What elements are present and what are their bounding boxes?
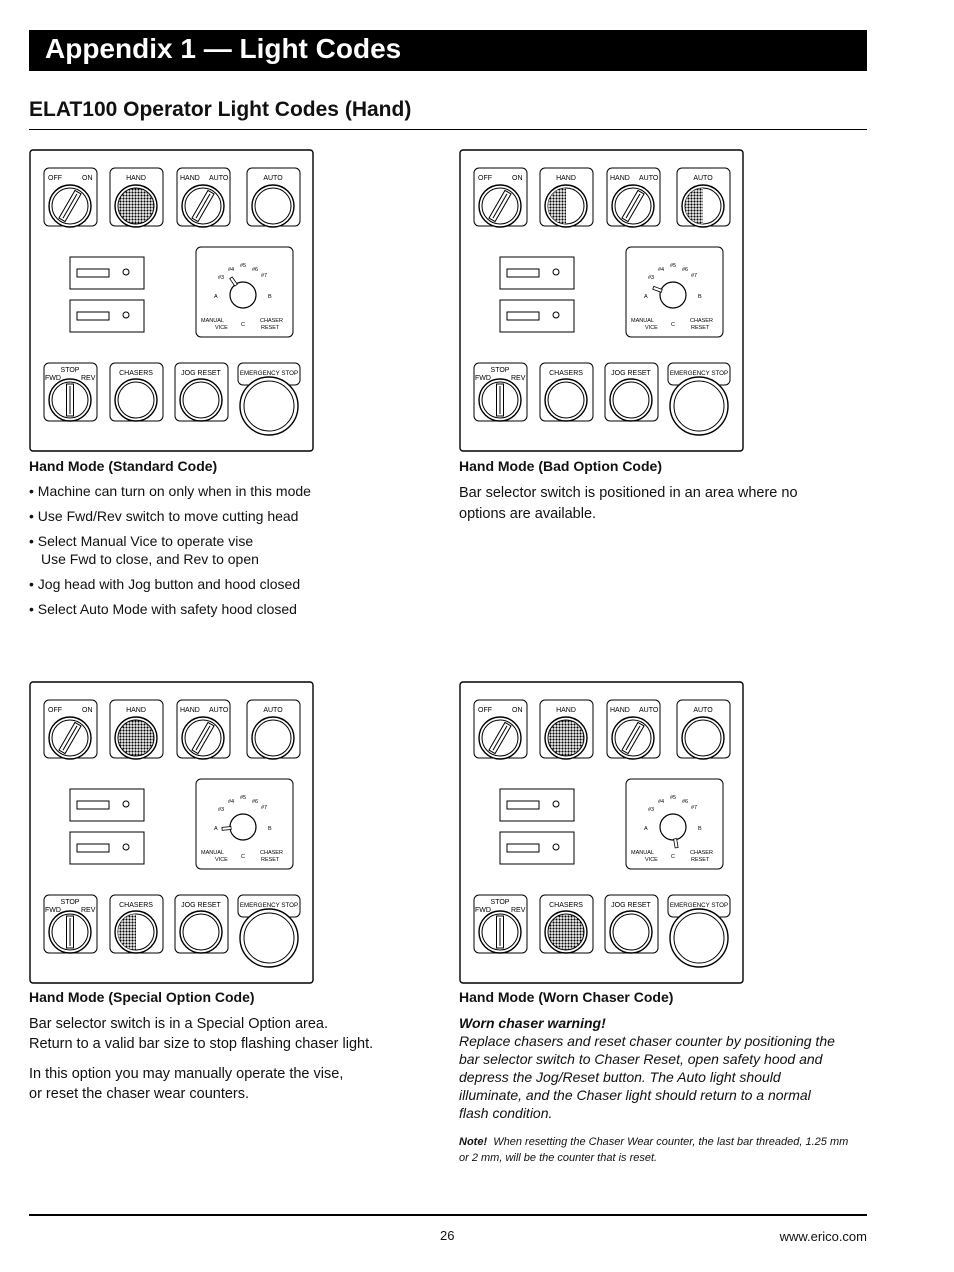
- dial-vice-label: VICE: [215, 857, 228, 863]
- emergency-stop-label: EMERGENCY STOP: [239, 902, 299, 909]
- dial-p5-label: #5: [670, 795, 677, 801]
- hand-auto-hand-label: HAND: [610, 707, 630, 714]
- panel-drawing: [29, 681, 315, 985]
- dial-p6-label: #6: [682, 267, 689, 273]
- page-title: Appendix 1 — Light Codes: [45, 33, 402, 64]
- bar-selector-dial: [660, 282, 686, 308]
- footer-divider: [29, 1214, 867, 1216]
- emergency-stop-label: EMERGENCY STOP: [239, 370, 299, 377]
- caption-line: In this option you may manually operate the vise,: [29, 1066, 344, 1082]
- emergency-stop-label: EMERGENCY STOP: [669, 902, 729, 909]
- dial-p4-label: #4: [658, 267, 665, 273]
- dial-p6-label: #6: [252, 799, 259, 805]
- chasers-label: CHASERS: [119, 370, 153, 377]
- dial-chaser-label: CHASER: [260, 850, 283, 856]
- warning-title: Worn chaser warning!: [459, 1015, 606, 1031]
- stop-label: STOP: [60, 899, 80, 906]
- chasers-label: CHASERS: [549, 902, 583, 909]
- auto-label: AUTO: [693, 175, 713, 182]
- display-2-window: [77, 312, 109, 320]
- hand-label: HAND: [556, 707, 576, 714]
- bar-selector-dial: [660, 814, 686, 840]
- jog-reset-button: [613, 914, 649, 950]
- jog-reset-label: JOG RESET: [611, 902, 651, 909]
- auto-light: [255, 188, 291, 224]
- dial-reset-label: RESET: [691, 857, 710, 863]
- rev-label: REV: [511, 907, 526, 914]
- jog-reset-button: [183, 914, 219, 950]
- off-label: OFF: [478, 175, 492, 182]
- caption-title: Hand Mode (Bad Option Code): [459, 458, 662, 474]
- hand-light: [548, 720, 584, 756]
- hand-light: [118, 188, 154, 224]
- list-item: • Machine can turn on only when in this mode: [29, 483, 311, 499]
- bullet-list: [29, 482, 439, 618]
- dial-a-label: A: [644, 826, 648, 832]
- auto-label: AUTO: [263, 175, 283, 182]
- page-number: 26: [440, 1228, 455, 1243]
- rev-label: REV: [81, 375, 96, 382]
- dial-vice-label: VICE: [645, 325, 658, 331]
- direction-switch-lever: [497, 916, 504, 948]
- dial-vice-label: VICE: [645, 857, 658, 863]
- dial-p3-label: #3: [218, 807, 225, 813]
- dial-c-label: C: [671, 322, 675, 328]
- dial-c-label: C: [241, 854, 245, 860]
- chasers-light: [548, 382, 584, 418]
- dial-manual-label: MANUAL: [631, 850, 654, 856]
- note-text: When resetting the Chaser Wear counter, the last bar threaded, 1.25 mm or 2 mm, will be the counter that is reset.: [459, 1136, 849, 1164]
- hand-label: HAND: [126, 707, 146, 714]
- emergency-stop-button: [674, 381, 724, 431]
- bar-selector-pointer: [222, 827, 231, 831]
- jog-reset-button: [183, 382, 219, 418]
- caption-line: Return to a valid bar size to stop flashing chaser light.: [29, 1036, 374, 1052]
- jog-reset-label: JOG RESET: [611, 370, 651, 377]
- dial-chaser-label: CHASER: [260, 318, 283, 324]
- list-item: • Select Auto Mode with safety hood closed: [29, 601, 297, 617]
- direction-switch-lever: [67, 384, 74, 416]
- note: [459, 1134, 854, 1166]
- section-divider: [29, 129, 867, 130]
- display-2-led: [553, 312, 559, 318]
- display-1-led: [553, 801, 559, 807]
- display-1-led: [553, 269, 559, 275]
- dial-p6-label: #6: [682, 799, 689, 805]
- hand-light: [118, 720, 154, 756]
- display-1-window: [77, 801, 109, 809]
- display-2-led: [123, 844, 129, 850]
- stop-label: STOP: [490, 367, 510, 374]
- operator-panel-special-option: [29, 681, 313, 983]
- hand-auto-hand-label: HAND: [180, 175, 200, 182]
- rev-label: REV: [511, 375, 526, 382]
- direction-switch-lever: [67, 916, 74, 948]
- on-label: ON: [512, 707, 523, 714]
- caption-text: Bar selector switch is positioned in an area where no options are available.: [459, 485, 798, 522]
- display-2-led: [123, 312, 129, 318]
- on-label: ON: [82, 707, 93, 714]
- warning-text: Replace chasers and reset chaser counter by positioning the bar selector switch to Chaser Reset, open safety hood and depress the Jog/Reset button. The Auto light should illuminate, and the Chaser light should return to a normal flash condition.: [459, 1033, 835, 1121]
- chasers-light: [548, 914, 584, 950]
- hand-auto-hand-label: HAND: [180, 707, 200, 714]
- note-label: Note!: [459, 1136, 488, 1148]
- caption-title: Hand Mode (Worn Chaser Code): [459, 989, 674, 1005]
- off-label: OFF: [478, 707, 492, 714]
- list-item: [29, 532, 439, 568]
- dial-manual-label: MANUAL: [201, 318, 224, 324]
- dial-vice-label: VICE: [215, 325, 228, 331]
- dial-p5-label: #5: [240, 263, 247, 269]
- emergency-stop-label: EMERGENCY STOP: [669, 370, 729, 377]
- on-label: ON: [82, 175, 93, 182]
- stop-label: STOP: [490, 899, 510, 906]
- list-item: • Use Fwd/Rev switch to move cutting head: [29, 508, 299, 524]
- dial-chaser-label: CHASER: [690, 850, 713, 856]
- dial-p7-label: #7: [261, 805, 268, 811]
- display-2-led: [553, 844, 559, 850]
- dial-b-label: B: [698, 826, 702, 832]
- operator-panel-worn-chaser: [459, 681, 743, 983]
- dial-b-label: B: [268, 826, 272, 832]
- rev-label: REV: [81, 907, 96, 914]
- fwd-label: FWD: [45, 375, 61, 382]
- auto-light: [685, 720, 721, 756]
- caption-title: Hand Mode (Special Option Code): [29, 989, 255, 1005]
- hand-auto-auto-label: AUTO: [209, 707, 229, 714]
- auto-label: AUTO: [263, 707, 283, 714]
- dial-b-label: B: [268, 294, 272, 300]
- off-label: OFF: [48, 707, 62, 714]
- chasers-label: CHASERS: [119, 902, 153, 909]
- dial-b-label: B: [698, 294, 702, 300]
- fwd-label: FWD: [45, 907, 61, 914]
- hand-auto-auto-label: AUTO: [209, 175, 229, 182]
- jog-reset-label: JOG RESET: [181, 370, 221, 377]
- dial-p7-label: #7: [691, 273, 698, 279]
- dial-p7-label: #7: [261, 273, 268, 279]
- display-1-window: [507, 269, 539, 277]
- caption-worn-chaser: [459, 988, 854, 1166]
- emergency-stop-button: [244, 381, 294, 431]
- fwd-label: FWD: [475, 375, 491, 382]
- caption-line: or reset the chaser wear counters.: [29, 1086, 250, 1102]
- caption-line: Bar selector switch is in a Special Option area.: [29, 1016, 328, 1032]
- dial-c-label: C: [671, 854, 675, 860]
- on-label: ON: [512, 175, 523, 182]
- caption-title: Hand Mode (Standard Code): [29, 458, 218, 474]
- dial-manual-label: MANUAL: [631, 318, 654, 324]
- caption-bad-option: [459, 457, 859, 525]
- list-item-line: Use Fwd to close, and Rev to open: [41, 551, 259, 567]
- dial-p4-label: #4: [228, 267, 235, 273]
- dial-a-label: A: [214, 826, 218, 832]
- display-2-window: [507, 844, 539, 852]
- dial-p3-label: #3: [648, 275, 655, 281]
- caption-standard: [29, 457, 439, 618]
- display-1-led: [123, 801, 129, 807]
- emergency-stop-button: [674, 913, 724, 963]
- jog-reset-label: JOG RESET: [181, 902, 221, 909]
- display-1-window: [77, 269, 109, 277]
- display-2-window: [507, 312, 539, 320]
- dial-reset-label: RESET: [691, 325, 710, 331]
- dial-reset-label: RESET: [261, 857, 280, 863]
- display-1-led: [123, 269, 129, 275]
- hand-auto-hand-label: HAND: [610, 175, 630, 182]
- dial-p4-label: #4: [658, 799, 665, 805]
- panel-drawing: [459, 681, 745, 985]
- bar-selector-dial: [230, 814, 256, 840]
- stop-label: STOP: [60, 367, 80, 374]
- jog-reset-button: [613, 382, 649, 418]
- dial-manual-label: MANUAL: [201, 850, 224, 856]
- footer-url: www.erico.com: [779, 1229, 867, 1244]
- pointer-bar: [222, 827, 231, 831]
- dial-p3-label: #3: [648, 807, 655, 813]
- dial-p5-label: #5: [240, 795, 247, 801]
- display-2-window: [77, 844, 109, 852]
- dial-c-label: C: [241, 322, 245, 328]
- dial-a-label: A: [644, 294, 648, 300]
- dial-p3-label: #3: [218, 275, 225, 281]
- chasers-label: CHASERS: [549, 370, 583, 377]
- direction-switch-lever: [497, 384, 504, 416]
- dial-p6-label: #6: [252, 267, 259, 273]
- caption-special-option: [29, 988, 439, 1104]
- operator-panel-bad-option: [459, 149, 743, 451]
- list-item: • Jog head with Jog button and hood closed: [29, 576, 301, 592]
- panel-drawing: [459, 149, 745, 453]
- emergency-stop-button: [244, 913, 294, 963]
- section-title: ELAT100 Operator Light Codes (Hand): [29, 98, 412, 121]
- bar-selector-dial: [230, 282, 256, 308]
- hand-label: HAND: [556, 175, 576, 182]
- chasers-light: [118, 382, 154, 418]
- hand-auto-auto-label: AUTO: [639, 175, 659, 182]
- hand-label: HAND: [126, 175, 146, 182]
- operator-panel-standard: [29, 149, 313, 451]
- hand-auto-auto-label: AUTO: [639, 707, 659, 714]
- dial-p5-label: #5: [670, 263, 677, 269]
- dial-p4-label: #4: [228, 799, 235, 805]
- auto-light: [255, 720, 291, 756]
- dial-p7-label: #7: [691, 805, 698, 811]
- dial-a-label: A: [214, 294, 218, 300]
- dial-reset-label: RESET: [261, 325, 280, 331]
- appendix-banner: [29, 30, 867, 71]
- fwd-label: FWD: [475, 907, 491, 914]
- auto-label: AUTO: [693, 707, 713, 714]
- off-label: OFF: [48, 175, 62, 182]
- panel-drawing: [29, 149, 315, 453]
- list-item-line: • Select Manual Vice to operate vise: [29, 533, 254, 549]
- display-1-window: [507, 801, 539, 809]
- dial-chaser-label: CHASER: [690, 318, 713, 324]
